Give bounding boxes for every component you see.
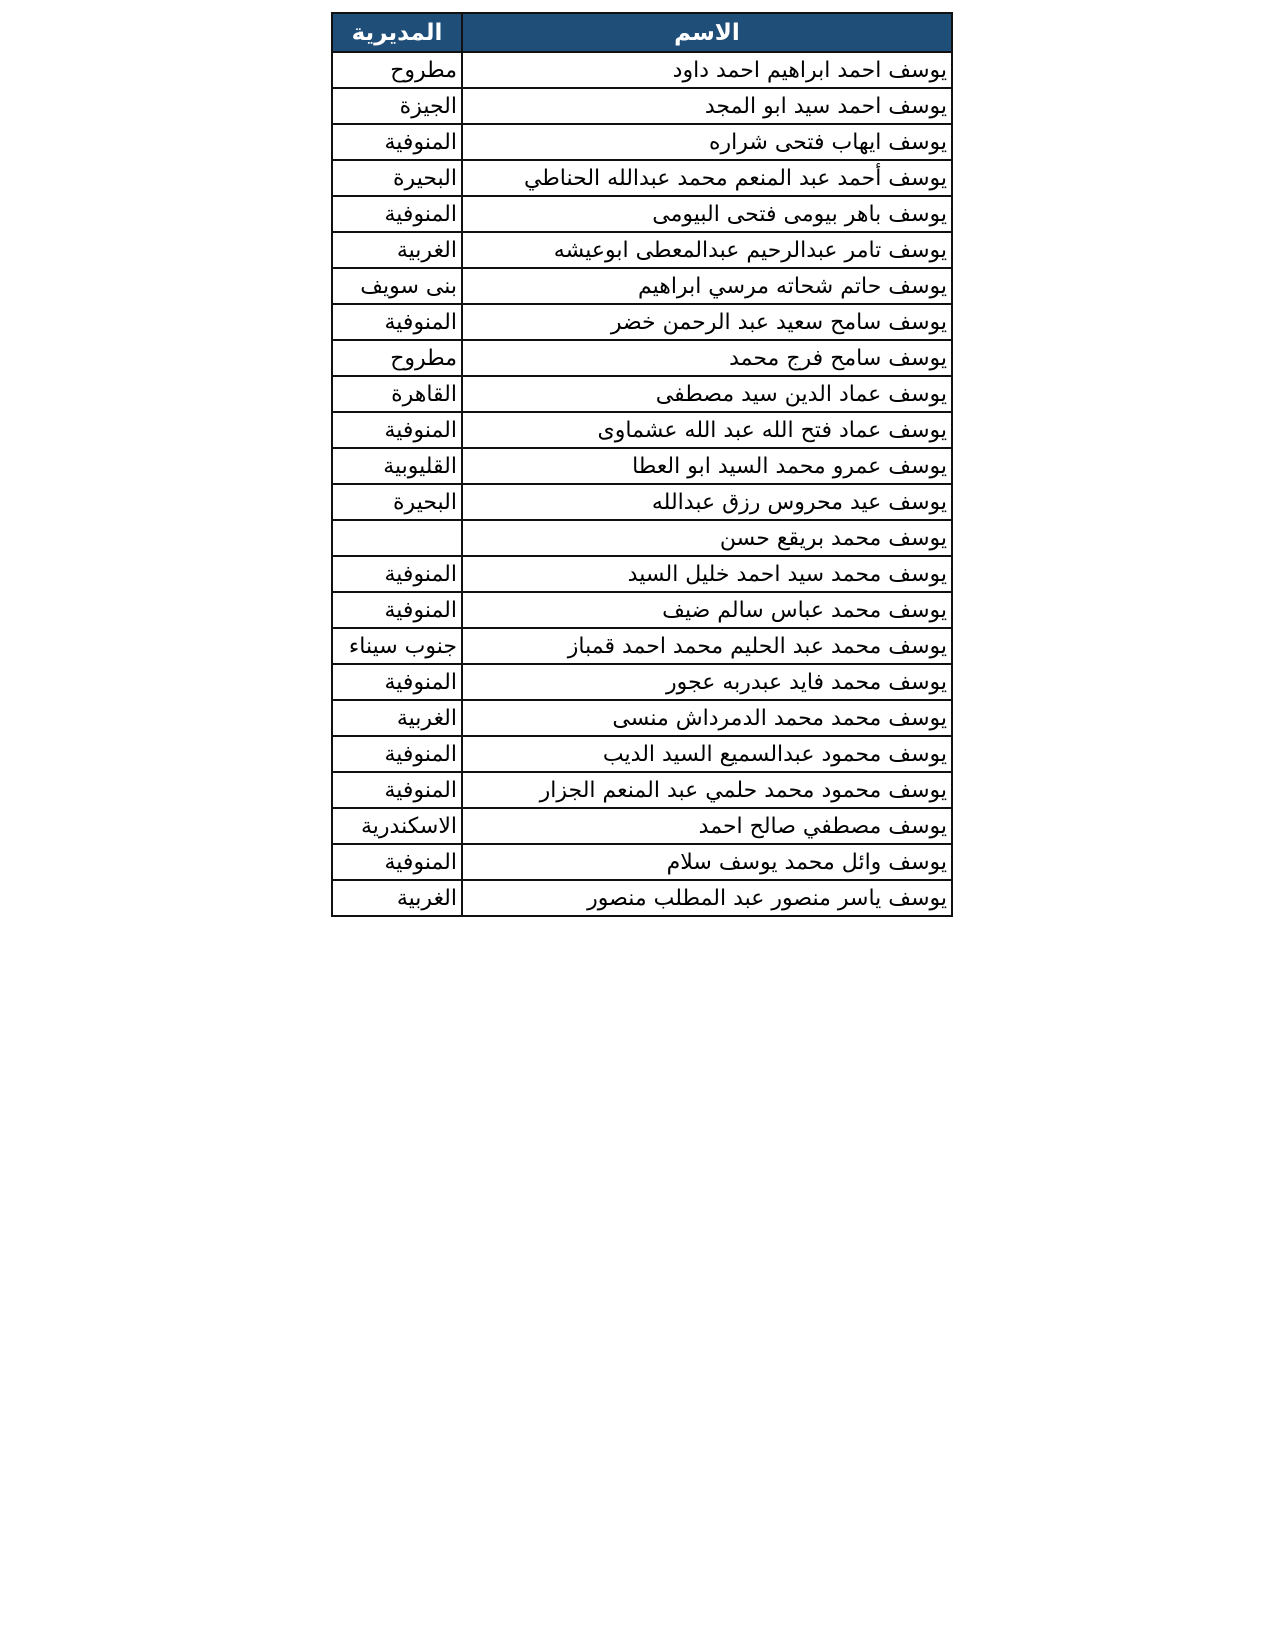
names-table [331, 12, 953, 917]
cell-name: يوسف محمد عبد الحليم محمد احمد قمباز [462, 628, 952, 664]
table-row [332, 196, 952, 232]
cell-name: يوسف عيد محروس رزق عبدالله [462, 484, 952, 520]
table-row [332, 124, 952, 160]
table-row [332, 376, 952, 412]
cell-name: يوسف سامح فرج محمد [462, 340, 952, 376]
table-row [332, 412, 952, 448]
header-governorate: المديرية [332, 13, 462, 52]
cell-governorate: الغربية [332, 232, 462, 268]
cell-governorate: المنوفية [332, 664, 462, 700]
table-row [332, 160, 952, 196]
cell-governorate: الجيزة [332, 88, 462, 124]
cell-governorate: الغربية [332, 880, 462, 916]
cell-name: يوسف سامح سعيد عبد الرحمن خضر [462, 304, 952, 340]
cell-name: يوسف عماد فتح الله عبد الله عشماوى [462, 412, 952, 448]
table-row [332, 52, 952, 88]
cell-name: يوسف عمرو محمد السيد ابو العطا [462, 448, 952, 484]
cell-governorate: المنوفية [332, 592, 462, 628]
cell-name: يوسف تامر عبدالرحيم عبدالمعطى ابوعيشه [462, 232, 952, 268]
table-row [332, 844, 952, 880]
cell-name: يوسف محمد بريقع حسن [462, 520, 952, 556]
cell-name: يوسف محمود عبدالسميع السيد الديب [462, 736, 952, 772]
table-row [332, 664, 952, 700]
cell-governorate: القاهرة [332, 376, 462, 412]
table-row [332, 520, 952, 556]
table-row [332, 304, 952, 340]
table-row [332, 772, 952, 808]
cell-name: يوسف محمد محمد الدمرداش منسى [462, 700, 952, 736]
cell-name: يوسف محمد عباس سالم ضيف [462, 592, 952, 628]
cell-name: يوسف محمد فايد عبدربه عجور [462, 664, 952, 700]
cell-governorate: المنوفية [332, 556, 462, 592]
table-row [332, 268, 952, 304]
table-row [332, 88, 952, 124]
cell-governorate: المنوفية [332, 124, 462, 160]
table-row [332, 880, 952, 916]
cell-name: يوسف عماد الدين سيد مصطفى [462, 376, 952, 412]
cell-governorate: بنى سويف [332, 268, 462, 304]
cell-governorate: المنوفية [332, 844, 462, 880]
table-row [332, 556, 952, 592]
cell-governorate: المنوفية [332, 304, 462, 340]
table-row [332, 736, 952, 772]
cell-governorate: مطروح [332, 340, 462, 376]
cell-name: يوسف وائل محمد يوسف سلام [462, 844, 952, 880]
table-row [332, 700, 952, 736]
cell-name: يوسف محمود محمد حلمي عبد المنعم الجزار [462, 772, 952, 808]
table-row [332, 592, 952, 628]
cell-governorate [332, 520, 462, 556]
cell-governorate: مطروح [332, 52, 462, 88]
cell-governorate: المنوفية [332, 412, 462, 448]
cell-governorate: المنوفية [332, 196, 462, 232]
table-row [332, 808, 952, 844]
header-name: الاسم [462, 13, 952, 52]
cell-name: يوسف باهر بيومى فتحى البيومى [462, 196, 952, 232]
cell-name: يوسف محمد سيد احمد خليل السيد [462, 556, 952, 592]
cell-governorate: المنوفية [332, 772, 462, 808]
table-row [332, 340, 952, 376]
table-row [332, 232, 952, 268]
cell-governorate: الاسكندرية [332, 808, 462, 844]
cell-governorate: المنوفية [332, 736, 462, 772]
cell-name: يوسف مصطفي صالح احمد [462, 808, 952, 844]
cell-name: يوسف احمد ابراهيم احمد داود [462, 52, 952, 88]
cell-governorate: الغربية [332, 700, 462, 736]
cell-name: يوسف احمد سيد ابو المجد [462, 88, 952, 124]
cell-name: يوسف أحمد عبد المنعم محمد عبدالله الحناطي [462, 160, 952, 196]
table-row [332, 448, 952, 484]
cell-name: يوسف ياسر منصور عبد المطلب منصور [462, 880, 952, 916]
table-row [332, 484, 952, 520]
cell-name: يوسف حاتم شحاته مرسي ابراهيم [462, 268, 952, 304]
table-body [332, 52, 952, 916]
cell-governorate: القليوبية [332, 448, 462, 484]
cell-governorate: جنوب سيناء [332, 628, 462, 664]
cell-governorate: البحيرة [332, 484, 462, 520]
table-row [332, 628, 952, 664]
cell-governorate: البحيرة [332, 160, 462, 196]
header-row [332, 13, 952, 52]
cell-name: يوسف ايهاب فتحى شراره [462, 124, 952, 160]
